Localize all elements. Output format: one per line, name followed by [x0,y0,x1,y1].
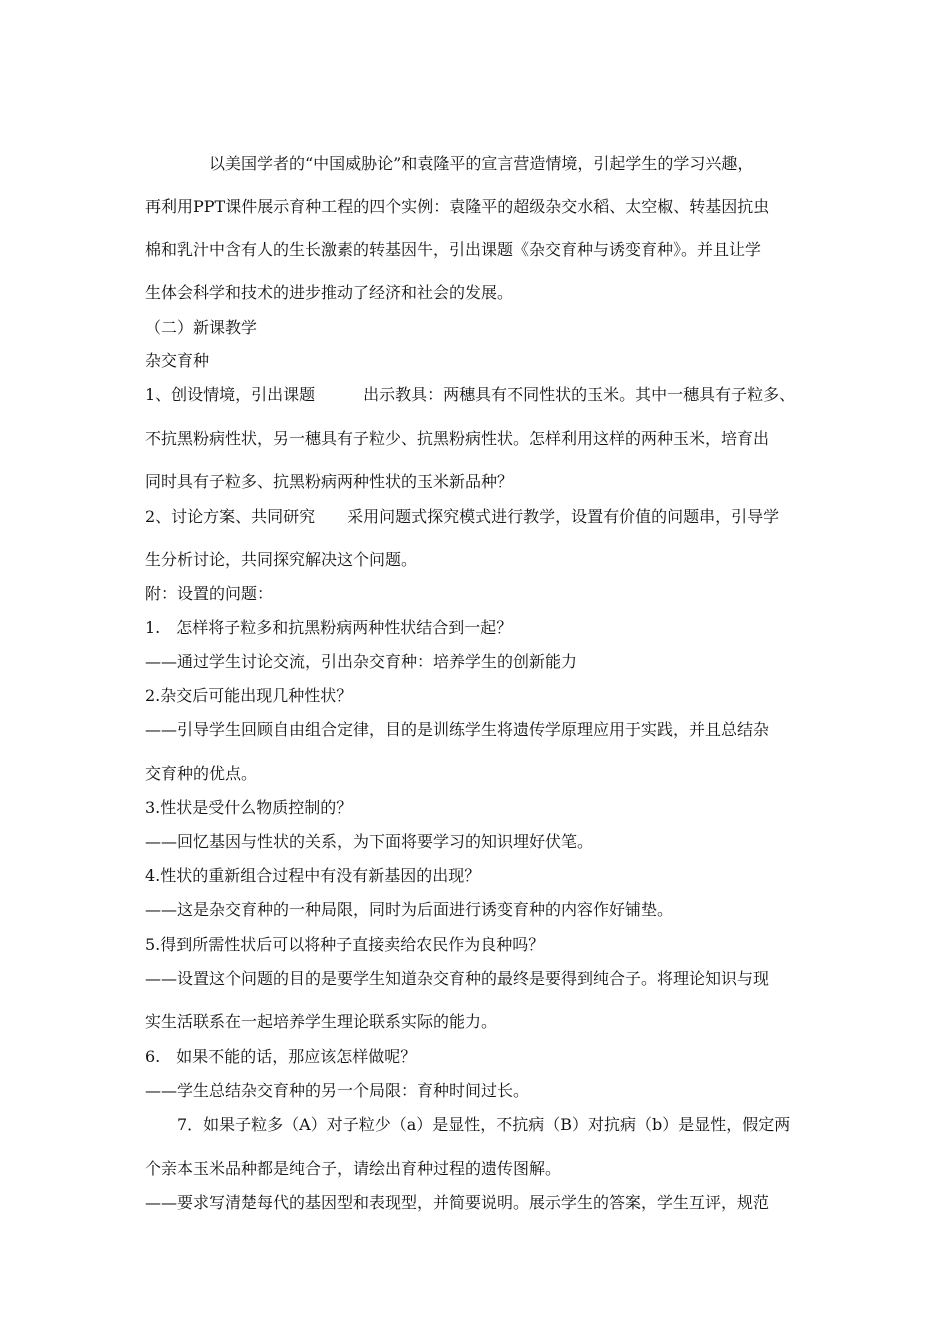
answer-line: ——学生总结杂交育种的另一个局限：育种时间过长。 [145,1081,530,1100]
section-heading: （二）新课教学 [145,318,258,337]
question-item: 5.得到所需性状后可以将种子直接卖给农民作为良种吗？ [145,935,545,954]
question-item: 1. 怎样将子粒多和抗黑粉病两种性状结合到一起？ [145,618,513,637]
paragraph-line: 生分析讨论，共同探究解决这个问题。 [145,550,418,569]
paragraph-line: 以美国学者的“中国威胁论”和袁隆平的宣言营造情境，引起学生的学习兴趣， [209,154,754,173]
paragraph-line: 2、讨论方案、共同研究 采用问题式探究模式进行教学，设置有价值的问题串，引导学 [145,507,780,526]
answer-line: 实生活联系在一起培养学生理论联系实际的能力。 [145,1012,498,1031]
answer-line: ——引导学生回顾自由组合定律，目的是训练学生将遗传学原理应用于实践，并且总结杂 [145,720,770,739]
answer-line: ——要求写清楚每代的基因型和表现型，并简要说明。展示学生的答案，学生互评，规范 [145,1193,770,1212]
paragraph-line: 附：设置的问题： [145,584,274,603]
paragraph-line: 不抗黑粉病性状，另一穗具有子粒少、抗黑粉病性状。怎样利用这样的两种玉米，培育出 [145,429,770,448]
answer-line: ——这是杂交育种的一种局限，同时为后面进行诱变育种的内容作好铺垫。 [145,900,674,919]
answer-line: ——回忆基因与性状的关系，为下面将要学习的知识埋好伏笔。 [145,832,594,851]
paragraph-line: 个亲本玉米品种都是纯合子，请绘出育种过程的遗传图解。 [145,1159,562,1178]
answer-line: ——通过学生讨论交流，引出杂交育种：培养学生的创新能力 [145,652,578,671]
paragraph-line: 1、创设情境，引出课题 出示教具：两穗具有不同性状的玉米。其中一穗具有子粒多、 [145,385,796,404]
subsection-heading: 杂交育种 [145,351,210,370]
question-item: 7．如果子粒多（A）对子粒少（a）是显性，不抗病（B）对抗病（b）是显性，假定两 [177,1115,791,1134]
paragraph-line: 棉和乳汁中含有人的生长激素的转基因牛，引出课题《杂交育种与诱变育种》。并且让学 [145,240,762,259]
question-item: 3.性状是受什么物质控制的？ [145,798,353,817]
paragraph-line: 再利用PPT课件展示育种工程的四个实例：袁隆平的超级杂交水稻、太空椒、转基因抗虫 [145,197,770,216]
question-item: 6. 如果不能的话，那应该怎样做呢？ [145,1047,417,1066]
question-item: 2.杂交后可能出现几种性状？ [145,686,353,705]
answer-line: 交育种的优点。 [145,764,258,783]
paragraph-line: 同时具有子粒多、抗黑粉病两种性状的玉米新品种？ [145,472,514,491]
question-item: 4.性状的重新组合过程中有没有新基因的出现？ [145,866,481,885]
paragraph-line: 生体会科学和技术的进步推动了经济和社会的发展。 [145,283,514,302]
answer-line: ——设置这个问题的目的是要学生知道杂交育种的最终是要得到纯合子。将理论知识与现 [145,969,770,988]
